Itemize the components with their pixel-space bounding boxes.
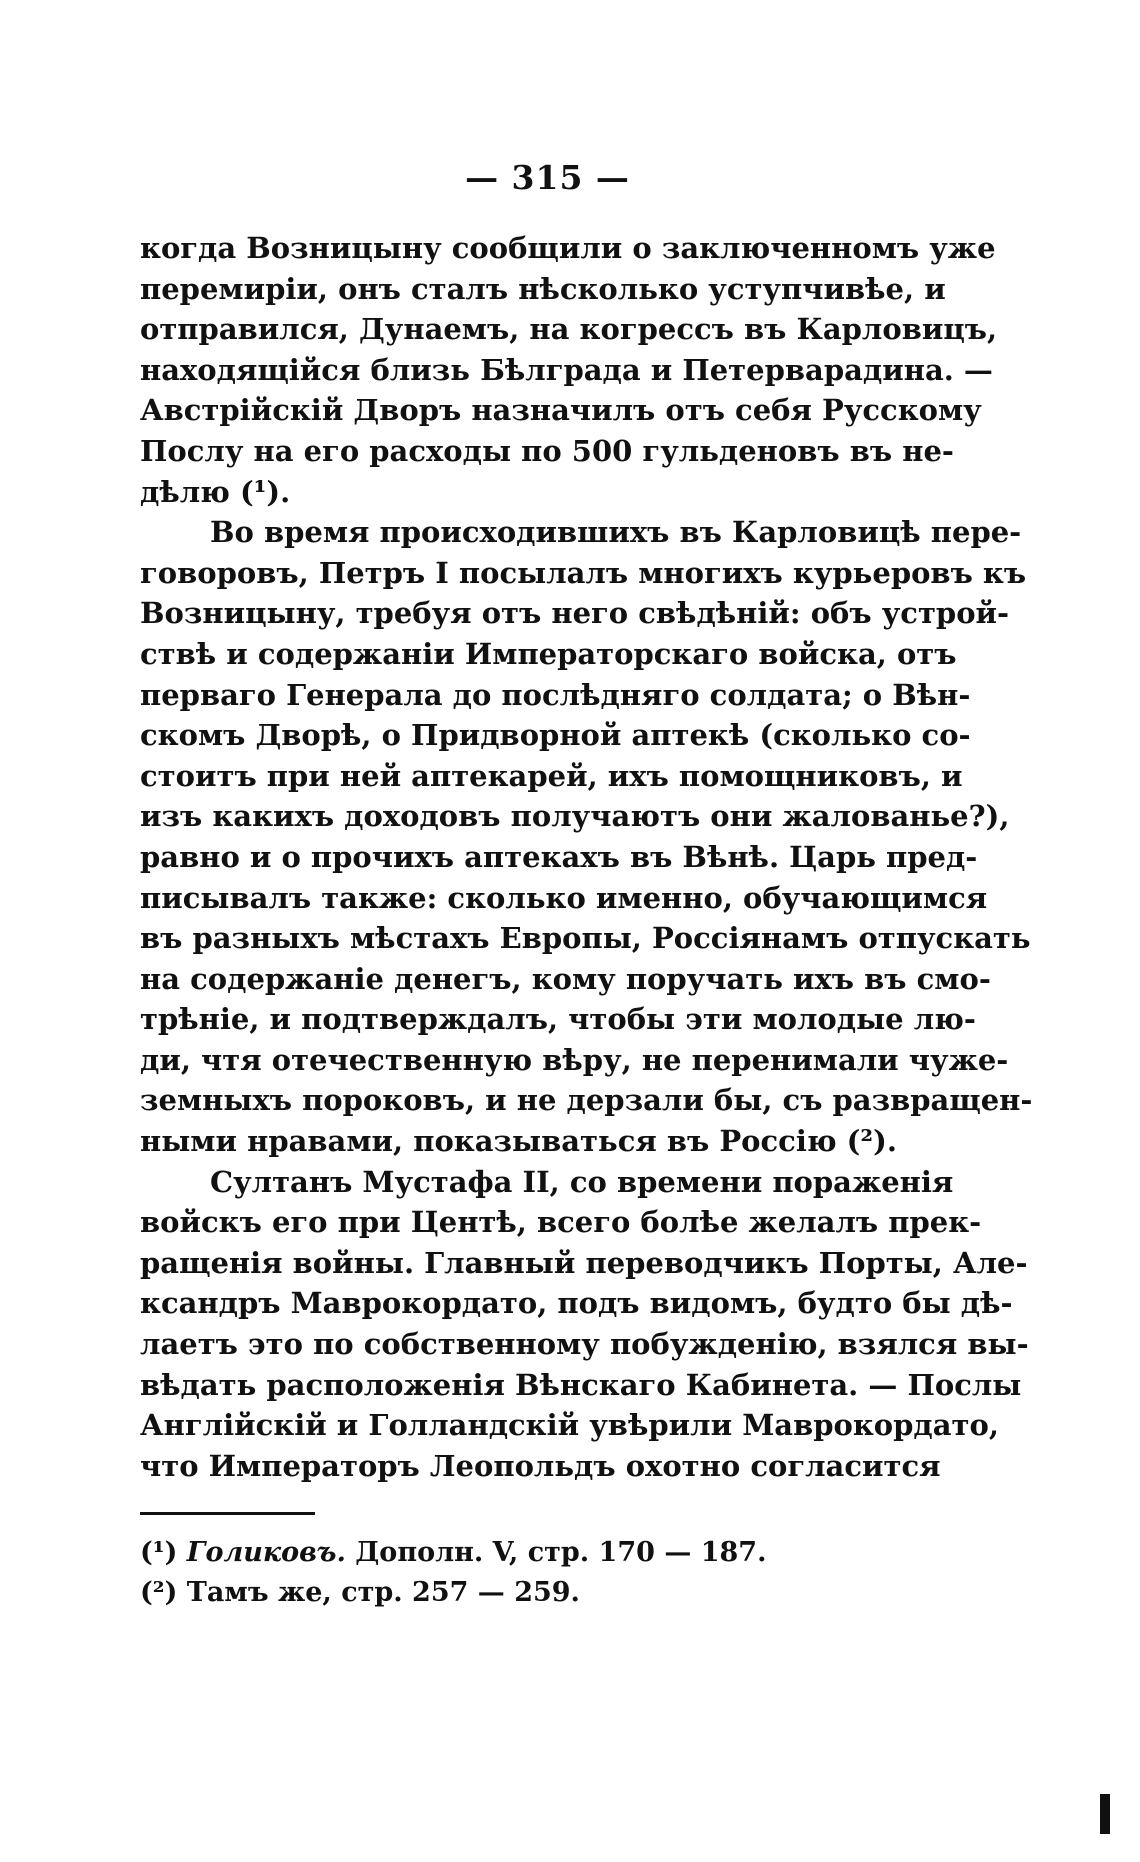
- text-line: когда Возницыну сообщили о заключенномъ уже: [140, 231, 996, 265]
- text-line: отправился, Дунаемъ, на когрессъ въ Карловицъ,: [140, 312, 998, 347]
- text-line: писывалъ также: сколько именно, обучающимся: [140, 880, 988, 915]
- text-line: Австрійскій Дворъ назначилъ отъ себя Русскому: [140, 393, 982, 428]
- footnote-author: Голиковъ.: [186, 1537, 346, 1568]
- text-line: вѣдать расположенія Вѣнскаго Кабинета. — Послы: [140, 1367, 1022, 1402]
- text-line: стоитъ при ней аптекарей, ихъ помощниковъ, и: [140, 758, 963, 793]
- text-line: лаетъ это по собственному побужденію, взялся вы-: [140, 1327, 1029, 1362]
- text-line: дѣлю (¹).: [140, 474, 291, 509]
- main-text: [140, 228, 1033, 1486]
- text-line: Послу на его расходы по 500 гульденовъ въ не-: [140, 433, 954, 468]
- text-line: Султанъ Мустафа II, со времени пораженія: [210, 1164, 954, 1199]
- text-line: Возницыну, требуя отъ него свѣдѣній: объ устрой-: [140, 596, 1010, 631]
- text-line: Англійскій и Голландскій увѣрили Маврокордато,: [140, 1408, 999, 1443]
- text-line: перваго Генерала до послѣдняго солдата; о Вѣн-: [140, 677, 971, 712]
- text-line: равно и о прочихъ аптекахъ въ Вѣнѣ. Царь пред-: [140, 839, 978, 874]
- text-line: на содержаніе денегъ, кому поручать ихъ въ смо-: [140, 961, 991, 996]
- text-line: земныхъ пороковъ, и не дерзали бы, съ развращен-: [140, 1083, 1033, 1118]
- footnote-text: Дополн. V, стр. 170 — 187.: [355, 1537, 767, 1568]
- text-line: ксандръ Маврокордато, подъ видомъ, будто бы дѣ-: [140, 1286, 1013, 1321]
- footnote-text: Тамъ же, стр. 257 — 259.: [186, 1577, 580, 1608]
- text-line: трѣніе, и подтверждалъ, чтобы эти молодые лю-: [140, 1002, 976, 1037]
- text-line: находящійся близь Бѣлграда и Петерварадина. —: [140, 352, 993, 387]
- text-line: Во время происходившихъ въ Карловицѣ пере-: [210, 515, 1022, 550]
- text-line: скомъ Дворѣ, о Придворной аптекѣ (сколько со-: [140, 718, 971, 753]
- footnote-divider: [140, 1512, 315, 1515]
- text-line: ди, чтя отечественную вѣру, не перенимали чуже-: [140, 1042, 1009, 1077]
- text-line: ными нравами, показываться въ Россію (²).: [140, 1124, 897, 1159]
- text-line: изъ какихъ доходовъ получаютъ они жалованье?),: [140, 799, 1010, 834]
- text-line: войскъ его при Центѣ, всего болѣе желалъ прек-: [140, 1205, 982, 1240]
- footnote-marker: (¹): [140, 1537, 178, 1568]
- text-line: перемиріи, онъ сталъ нѣсколько уступчивѣе, и: [140, 271, 946, 306]
- text-line: ращенія войны. Главный переводчикъ Порты, Але-: [140, 1245, 1028, 1280]
- footnote-1: [140, 1533, 920, 1573]
- scan-edge-mark: [1100, 1794, 1110, 1834]
- page-number: — 315 —: [465, 158, 630, 197]
- footnote-2: [140, 1573, 920, 1613]
- text-line: въ разныхъ мѣстахъ Европы, Россіянамъ отпускать: [140, 921, 1031, 956]
- footnote-marker: (²): [140, 1577, 178, 1608]
- text-line: говоровъ, Петръ I посылалъ многихъ курьеровъ къ: [140, 555, 1027, 590]
- text-line: ствѣ и содержаніи Императорскаго войска, отъ: [140, 636, 957, 671]
- footnotes: [140, 1533, 920, 1613]
- text-line: что Императоръ Леопольдъ охотно согласится: [140, 1448, 941, 1483]
